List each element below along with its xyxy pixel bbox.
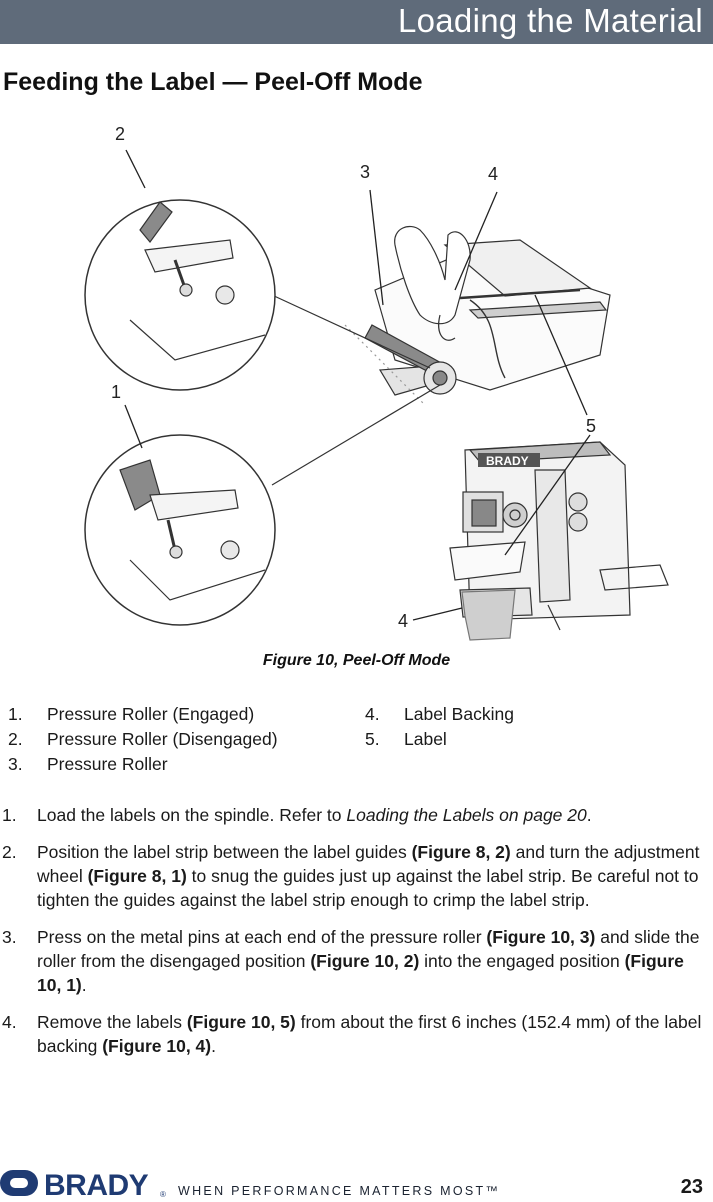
legend-number: 4. <box>365 704 380 724</box>
figure-reference: (Figure 10, 3) <box>486 927 596 947</box>
step-number: 1. <box>2 805 17 825</box>
legend-number: 2. <box>8 729 23 749</box>
step-number: 2. <box>2 842 17 862</box>
step-text-run: . <box>81 975 87 995</box>
brady-logo <box>0 1164 175 1200</box>
legend-label: Pressure Roller <box>47 754 168 774</box>
legend-number: 1. <box>8 704 23 724</box>
legend-item <box>365 702 514 727</box>
step-text <box>37 1012 701 1056</box>
header-title: Loading the Material <box>397 2 703 39</box>
printer-illustration <box>0 110 713 650</box>
step-text-run: Remove the labels <box>37 1012 187 1032</box>
cross-reference: Loading the Labels on page 20 <box>346 805 587 825</box>
footer-tagline: WHEN PERFORMANCE MATTERS MOST™ <box>178 1184 501 1198</box>
callout-label: 4 <box>488 164 499 184</box>
figure-caption: Figure 10, Peel-Off Mode <box>262 652 451 669</box>
legend-column-right <box>365 702 514 752</box>
page-number: 23 <box>680 1176 703 1198</box>
step-text-run: and turn the adjustment wheel <box>37 842 700 886</box>
legend-item <box>365 727 514 752</box>
step-text-run: and slide the roller from the disengaged position <box>37 927 700 971</box>
step-text-run: Press on the metal pins at each end of the pressure roller <box>37 927 487 947</box>
step-text <box>37 805 592 825</box>
step-number: 4. <box>2 1012 17 1032</box>
step-text <box>37 842 699 910</box>
figure-reference: (Figure 10, 1) <box>37 951 684 995</box>
registered-mark: ® <box>160 1190 166 1199</box>
legend-column-left <box>8 702 278 777</box>
step-text-run: Load the labels on the spindle. Refer to <box>37 805 347 825</box>
legend-number: 3. <box>8 754 23 774</box>
figure-reference: (Figure 10, 2) <box>310 951 420 971</box>
step-item <box>0 1010 713 1058</box>
brady-wordmark: BRADY <box>44 1169 149 1200</box>
step-item <box>0 925 713 997</box>
callout-label: 3 <box>360 162 371 182</box>
callout-label: 1 <box>111 382 122 402</box>
header-bar <box>0 0 713 44</box>
figure-reference: (Figure 8, 1) <box>87 866 187 886</box>
step-text <box>37 927 699 995</box>
step-text-run: Position the label strip between the label guides <box>37 842 412 862</box>
legend-item <box>8 702 278 727</box>
callout-label: 2 <box>115 124 126 144</box>
footer <box>0 1162 713 1202</box>
legend-item <box>8 752 278 777</box>
step-text-run: to snug the guides just up against the label strip. Be careful not to tighten the guides against the label strip enough to crimp the label strip. <box>37 866 699 910</box>
step-item <box>0 803 713 827</box>
figure-reference: (Figure 10, 5) <box>186 1012 296 1032</box>
legend-label: Label <box>404 729 447 749</box>
step-text-run: from about the first 6 inches (152.4 mm) of the label backing <box>37 1012 702 1056</box>
figure-reference: (Figure 10, 4) <box>102 1036 212 1056</box>
figure-peel-off-mode <box>0 110 713 650</box>
step-text-run: . <box>586 805 592 825</box>
step-text-run: . <box>211 1036 216 1056</box>
step-item <box>0 840 713 912</box>
legend-label: Label Backing <box>404 704 514 724</box>
section-title: Feeding the Label — Peel-Off Mode <box>3 68 423 96</box>
legend-label: Pressure Roller (Engaged) <box>47 704 255 724</box>
callout-label: 4 <box>398 611 409 631</box>
step-text-run: into the engaged position <box>419 951 625 971</box>
instruction-steps <box>0 803 713 1071</box>
legend-item <box>8 727 278 752</box>
step-number: 3. <box>2 927 17 947</box>
legend-label: Pressure Roller (Disengaged) <box>47 729 278 749</box>
printer-brand-text: BRADY <box>486 454 529 468</box>
callout-label: 5 <box>586 416 597 436</box>
legend-number: 5. <box>365 729 380 749</box>
figure-reference: (Figure 8, 2) <box>411 842 511 862</box>
